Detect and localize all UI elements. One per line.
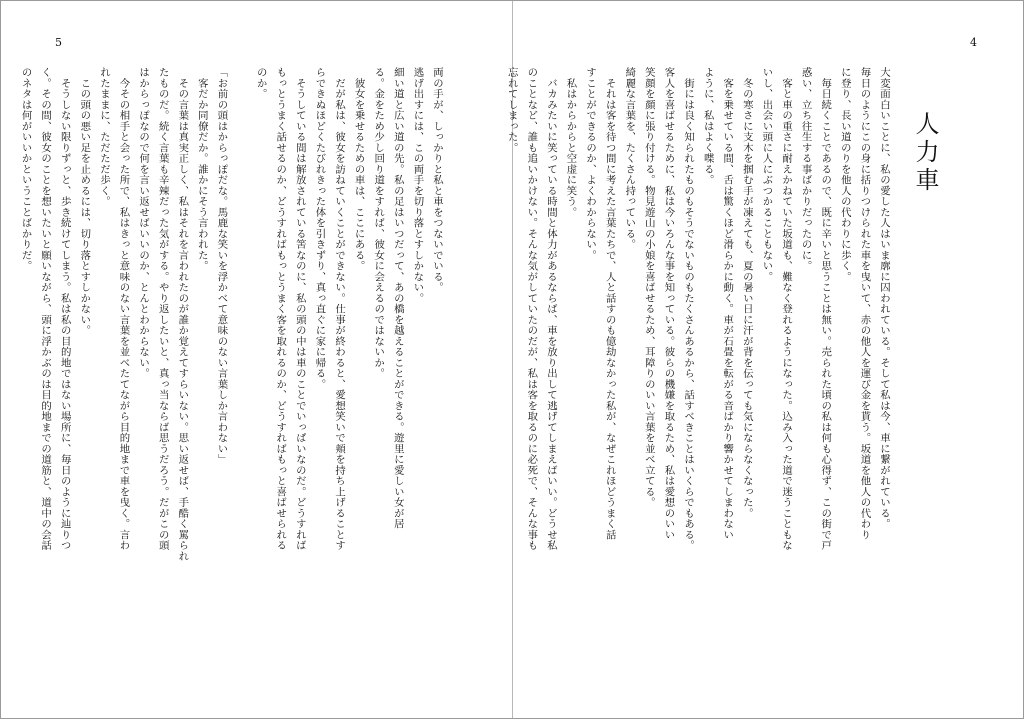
text-line: 惑い、立ち往生する事ばかりだったのに。: [799, 67, 812, 272]
text-line: ように、私はよく喋る。: [701, 67, 714, 186]
text-line: 細い道と広い道の先。私の足はいつだって、あの橋を越えることができる。遊里に愛しい女が居: [391, 67, 404, 530]
text-line: たものだ。続く言葉も辛辣だった気がする。やり返したいと、真っ当ならば思うだろう。だがこの頭: [156, 67, 169, 551]
text-line: 綺麗な言葉を、たくさん持っている。: [623, 67, 636, 250]
text-line: それは客を待つ間に考えた言葉たちで、人と話すのも億劫なかった私が、なぜこれほどうまく話: [603, 67, 616, 540]
text-line: れたままに、ただただ歩く。: [97, 67, 110, 207]
text-line: 客と車の重さに耐えかねていた坂道も、難なく登れるようになった。込み入った道で迷うこともな: [780, 67, 793, 551]
text-line: そうしない限りずっと、歩き続けてしまう。私は私の目的地ではない場所に、毎日のように辿りつ: [58, 67, 71, 551]
text-line: 街には良く知られたものもそうでないものもたくさんあるから、話すべきことはいくらでもある。: [682, 67, 695, 551]
text-line: そうしている間は解放されている筈なのに、私の頭の中は車のことでいっぱいなのだ。どうすれば: [293, 67, 306, 551]
text-line: 客だか同僚だか。誰かにそう言われた。: [195, 67, 208, 272]
text-line: すことができるのか、よくわからない。: [584, 67, 597, 261]
text-line: その言葉は真実正しく、私はそれを言われたのが誰か覚えてすらいない。思い返せば、手酷く罵られ: [176, 67, 189, 562]
chapter-title: 人力車: [911, 111, 939, 195]
text-line: だが私は、彼女を訪ねていくことができない。仕事が終わると、愛想笑いで頬を持ち上げることす: [333, 67, 346, 551]
text-line: く。その間、彼女のことを想いたいと願いながら、頭に浮かぶのは目的地までの道筋と、道中の会話: [39, 67, 52, 551]
text-line: 逃げ出すには、この両手を切り落とすしかない。: [411, 67, 424, 304]
text-line: 客人を喜ばせるために、私は今いろんな事を知っている。彼らの機嫌を取るため、私は愛想のいい: [662, 67, 675, 540]
text-line: 毎日のようにこの身に括りつけられた車を曳いて、赤の他人を運び金を貰う。坂道を他人の代わり: [858, 67, 871, 540]
text-line: 客を乗せている間、舌は驚くほど滑らかに動く。車が石畳を転がる音ばかり響かせてしまわない: [721, 67, 734, 540]
page-left: [1, 1, 512, 718]
page-number-right: 4: [970, 36, 977, 49]
left-page-body: [15, 67, 446, 657]
text-line: 「お前の頭はからっぽだな。馬鹿な笑いを浮かべて意味のない言葉しか言わない」: [215, 67, 228, 465]
text-line: 今その相手と会った所で、私はきっと意味のない言葉を並べたてながら目的地まで車を曳く。言わ: [117, 67, 130, 551]
text-line: 冬の寒さに支木を掴む手が凍えても、夏の暑い日に汗が背を伝っても気にならなくなった。: [740, 67, 753, 519]
text-line: 両の手が、しっかりと私と車をつないでいる。: [431, 67, 443, 293]
text-line: らできぬほどくたびれきった体を引きずり、真っ直ぐに家に帰る。: [313, 67, 326, 390]
text-line: バカみたいに笑っている時間と体力があるならば、車を放り出して逃げてしまえばいい。どうせ私: [544, 67, 557, 551]
text-line: はからっぽなので何を言い返せばいいのか、とんとわからない。: [137, 67, 150, 379]
text-line: のネタは何がいいかということばかりだ。: [19, 67, 32, 272]
text-line: に登り、長い道のりを他人の代わりに歩く。: [838, 67, 851, 282]
text-line: [230, 67, 250, 657]
page-number-left: 5: [55, 36, 62, 49]
text-line: 私はからからと空虚に笑う。: [564, 67, 577, 218]
page-right: [505, 1, 1023, 718]
right-page-body: [501, 67, 937, 657]
text-line: のか。: [254, 67, 267, 100]
text-line: この頭の悪い足を止めるには、切り落とすしかない。: [78, 67, 91, 336]
text-line: 毎日続くことであるので、既に辛いと思うことは無い。売られた頃の私は何も心得ず、この街で戸: [819, 67, 832, 551]
text-line: 大変面白いことに、私の愛した人はいま廓に囚われている。そして私は今、車に繋がれている。: [878, 67, 890, 530]
text-line: もっとうまく話せるのか、どうすればもっとうまく客を取れるのか、どうすればもっと喜ばせられる: [274, 67, 287, 551]
text-line: る。金をため少し回り道をすれば、彼女に会えるのではないか。: [372, 67, 385, 379]
text-line: 彼女を乗せるための車は、ここにある。: [352, 67, 365, 272]
text-line: のことなど、誰も追いかけない。そんな気がしていたのだが、私は客を取るのに必死で、そんな事も: [525, 67, 538, 551]
text-line: 笑顔を顔に張り付ける。物見遊山の小娘を喜ばせるため、耳障りのいい言葉を並べ立てる。: [642, 67, 655, 508]
text-line: 忘れてしまった。: [505, 67, 518, 153]
text-line: いし、出会い頭に人にぶつかることもない。: [760, 67, 773, 282]
